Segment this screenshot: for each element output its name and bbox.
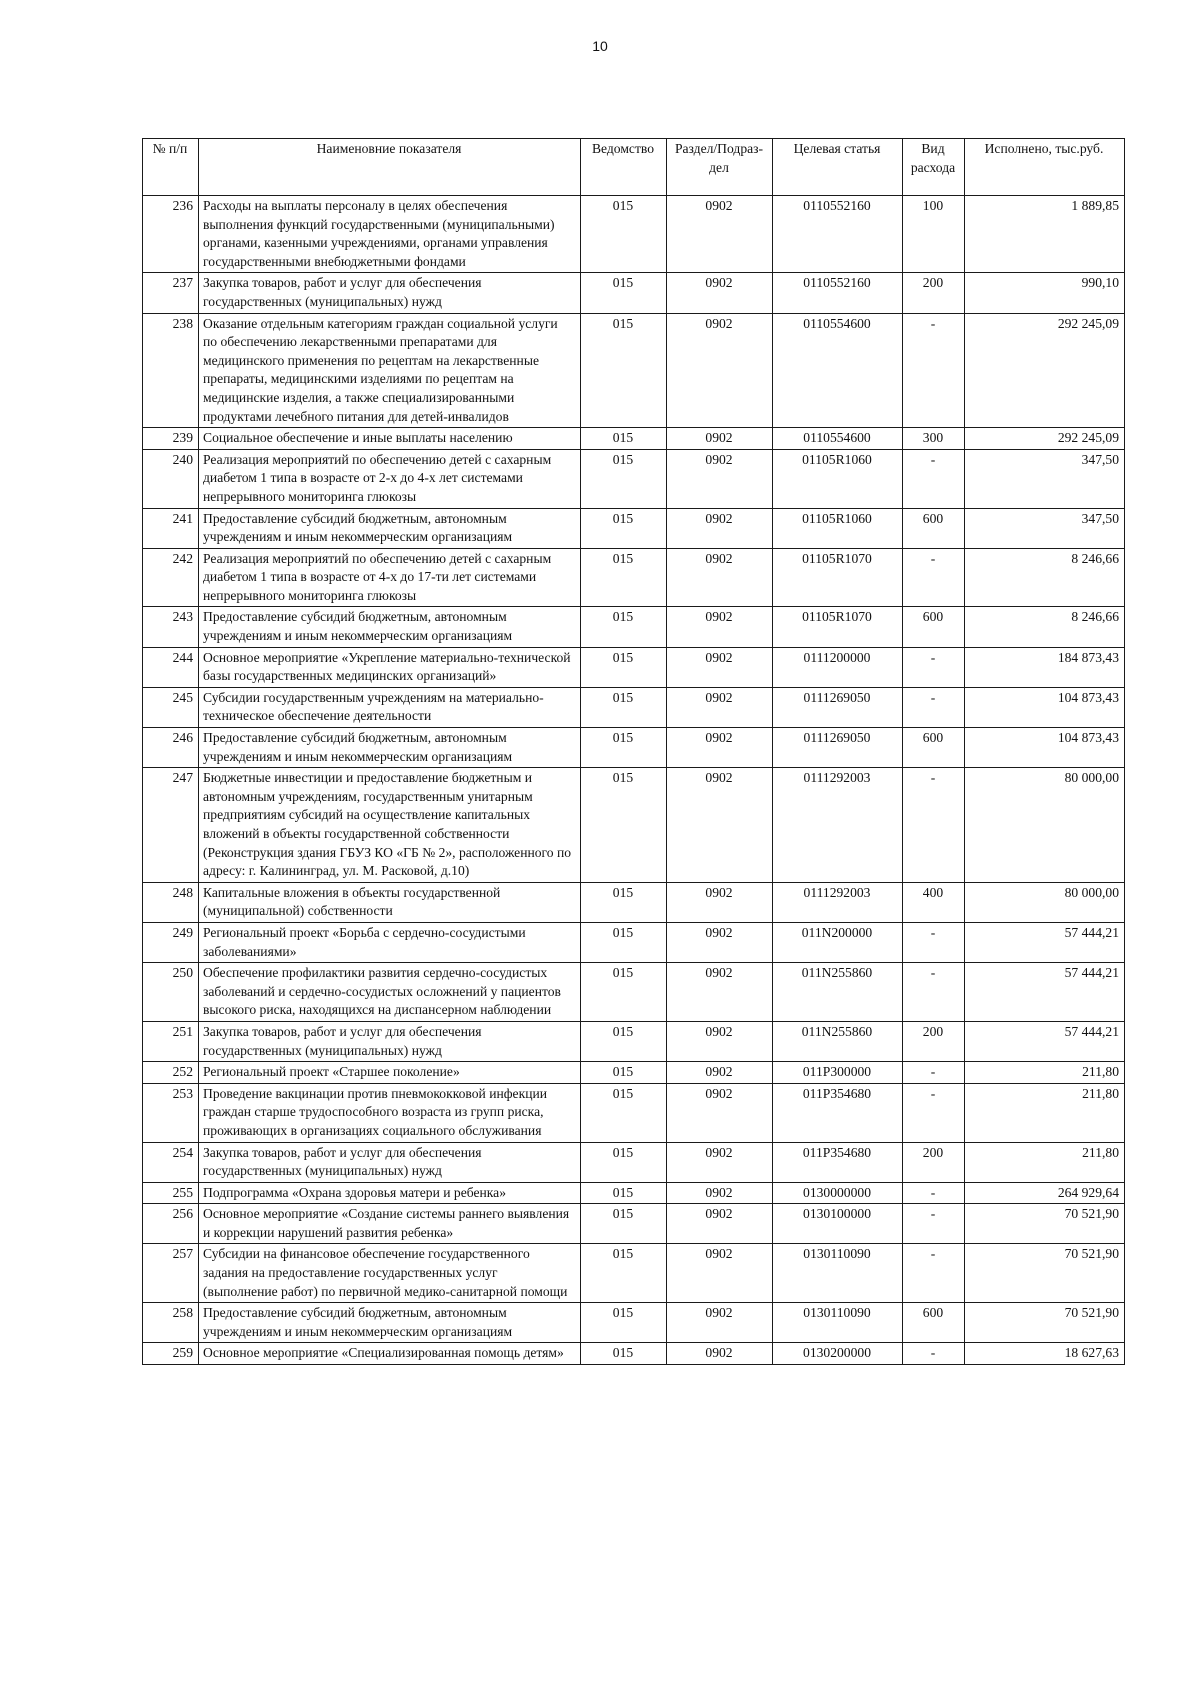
cell-num: 254 — [143, 1142, 199, 1182]
cell-num: 237 — [143, 273, 199, 313]
cell-target-item: 0110552160 — [773, 196, 903, 273]
cell-num: 243 — [143, 607, 199, 647]
table-row — [143, 313, 1125, 428]
cell-amount: 292 245,09 — [965, 313, 1125, 428]
header-department: Ведомство — [581, 139, 667, 196]
cell-name: Предоставление субсидий бюджетным, автономным учреждениям и иным некоммерческим организациям — [199, 1303, 581, 1343]
cell-department: 015 — [581, 449, 667, 508]
cell-section: 0902 — [667, 273, 773, 313]
cell-num: 251 — [143, 1021, 199, 1061]
cell-num: 246 — [143, 728, 199, 768]
cell-amount: 70 521,90 — [965, 1204, 1125, 1244]
table-row — [143, 1303, 1125, 1343]
header-target-item: Целевая статья — [773, 139, 903, 196]
cell-section: 0902 — [667, 768, 773, 883]
cell-num: 259 — [143, 1343, 199, 1365]
cell-expense-type: 200 — [903, 1142, 965, 1182]
cell-section: 0902 — [667, 428, 773, 450]
cell-amount: 70 521,90 — [965, 1244, 1125, 1303]
cell-name: Предоставление субсидий бюджетным, автономным учреждениям и иным некоммерческим организациям — [199, 728, 581, 768]
table-row — [143, 196, 1125, 273]
table-row — [143, 428, 1125, 450]
table-row — [143, 963, 1125, 1022]
cell-name: Закупка товаров, работ и услуг для обеспечения государственных (муниципальных) нужд — [199, 1142, 581, 1182]
budget-execution-table — [142, 138, 1125, 1365]
cell-name: Оказание отдельным категориям граждан социальной услуги по обеспечению лекарственными препаратами для медицинского применения по рецептам на лекарственные препараты, медицинскими изделиями по рецептам на медицинские изделия, а также специализированными продуктами лечебного питания для детей-инвалидов — [199, 313, 581, 428]
cell-name: Реализация мероприятий по обеспечению детей с сахарным диабетом 1 типа в возрасте от 2-х до 4-х лет системами непрерывного мониторинга глюкозы — [199, 449, 581, 508]
header-section: Раздел/Подраз-дел — [667, 139, 773, 196]
cell-section: 0902 — [667, 548, 773, 607]
cell-target-item: 0111292003 — [773, 882, 903, 922]
cell-num: 244 — [143, 647, 199, 687]
cell-amount: 264 929,64 — [965, 1182, 1125, 1204]
cell-name: Социальное обеспечение и иные выплаты населению — [199, 428, 581, 450]
cell-department: 015 — [581, 963, 667, 1022]
cell-amount: 104 873,43 — [965, 687, 1125, 727]
cell-target-item: 0130110090 — [773, 1303, 903, 1343]
cell-target-item: 0111200000 — [773, 647, 903, 687]
cell-num: 252 — [143, 1062, 199, 1084]
cell-target-item: 011N200000 — [773, 922, 903, 962]
table-row — [143, 1062, 1125, 1084]
cell-name: Закупка товаров, работ и услуг для обеспечения государственных (муниципальных) нужд — [199, 1021, 581, 1061]
cell-name: Закупка товаров, работ и услуг для обеспечения государственных (муниципальных) нужд — [199, 273, 581, 313]
cell-department: 015 — [581, 1021, 667, 1061]
cell-name: Субсидии государственным учреждениям на материально-техническое обеспечение деятельности — [199, 687, 581, 727]
cell-num: 241 — [143, 508, 199, 548]
table-row — [143, 1204, 1125, 1244]
table-row — [143, 768, 1125, 883]
table-row — [143, 1244, 1125, 1303]
cell-name: Основное мероприятие «Специализированная помощь детям» — [199, 1343, 581, 1365]
cell-expense-type: 400 — [903, 882, 965, 922]
table-row — [143, 882, 1125, 922]
cell-section: 0902 — [667, 922, 773, 962]
cell-department: 015 — [581, 647, 667, 687]
cell-section: 0902 — [667, 1303, 773, 1343]
cell-target-item: 0111269050 — [773, 728, 903, 768]
cell-expense-type: 600 — [903, 607, 965, 647]
cell-target-item: 011P354680 — [773, 1083, 903, 1142]
cell-amount: 211,80 — [965, 1142, 1125, 1182]
cell-target-item: 0130110090 — [773, 1244, 903, 1303]
cell-target-item: 01105R1060 — [773, 449, 903, 508]
cell-section: 0902 — [667, 1083, 773, 1142]
cell-amount: 70 521,90 — [965, 1303, 1125, 1343]
page-number: 10 — [592, 38, 608, 54]
cell-target-item: 0111292003 — [773, 768, 903, 883]
cell-department: 015 — [581, 1204, 667, 1244]
cell-target-item: 0130100000 — [773, 1204, 903, 1244]
cell-target-item: 0110552160 — [773, 273, 903, 313]
cell-amount: 292 245,09 — [965, 428, 1125, 450]
cell-target-item: 01105R1070 — [773, 607, 903, 647]
cell-amount: 184 873,43 — [965, 647, 1125, 687]
cell-target-item: 0130200000 — [773, 1343, 903, 1365]
cell-num: 250 — [143, 963, 199, 1022]
cell-section: 0902 — [667, 1142, 773, 1182]
cell-department: 015 — [581, 313, 667, 428]
cell-target-item: 01105R1070 — [773, 548, 903, 607]
table-row — [143, 273, 1125, 313]
cell-target-item: 0111269050 — [773, 687, 903, 727]
header-name: Наименовние показателя — [199, 139, 581, 196]
cell-expense-type: - — [903, 313, 965, 428]
cell-target-item: 0110554600 — [773, 313, 903, 428]
cell-num: 255 — [143, 1182, 199, 1204]
cell-amount: 104 873,43 — [965, 728, 1125, 768]
cell-expense-type: - — [903, 1343, 965, 1365]
cell-num: 239 — [143, 428, 199, 450]
table-row — [143, 508, 1125, 548]
header-num: № п/п — [143, 139, 199, 196]
cell-expense-type: - — [903, 1182, 965, 1204]
cell-expense-type: - — [903, 922, 965, 962]
table-row — [143, 922, 1125, 962]
table-row — [143, 1182, 1125, 1204]
table-row — [143, 607, 1125, 647]
table-row — [143, 1083, 1125, 1142]
cell-amount: 347,50 — [965, 508, 1125, 548]
cell-name: Подпрограмма «Охрана здоровья матери и ребенка» — [199, 1182, 581, 1204]
cell-num: 245 — [143, 687, 199, 727]
cell-department: 015 — [581, 273, 667, 313]
table-row — [143, 687, 1125, 727]
cell-department: 015 — [581, 1182, 667, 1204]
cell-expense-type: - — [903, 449, 965, 508]
cell-section: 0902 — [667, 1343, 773, 1365]
cell-section: 0902 — [667, 449, 773, 508]
cell-name: Региональный проект «Борьба с сердечно-сосудистыми заболеваниями» — [199, 922, 581, 962]
table-row — [143, 728, 1125, 768]
cell-expense-type: 600 — [903, 728, 965, 768]
table-row — [143, 548, 1125, 607]
cell-section: 0902 — [667, 963, 773, 1022]
cell-name: Основное мероприятие «Создание системы раннего выявления и коррекции нарушений развития ребенка» — [199, 1204, 581, 1244]
cell-section: 0902 — [667, 1204, 773, 1244]
cell-expense-type: 200 — [903, 1021, 965, 1061]
cell-expense-type: 100 — [903, 196, 965, 273]
cell-target-item: 011N255860 — [773, 1021, 903, 1061]
cell-section: 0902 — [667, 313, 773, 428]
cell-department: 015 — [581, 1083, 667, 1142]
header-expense-type: Вид расхода — [903, 139, 965, 196]
cell-num: 256 — [143, 1204, 199, 1244]
cell-section: 0902 — [667, 1182, 773, 1204]
cell-num: 248 — [143, 882, 199, 922]
cell-section: 0902 — [667, 647, 773, 687]
table-row — [143, 449, 1125, 508]
cell-amount: 80 000,00 — [965, 768, 1125, 883]
cell-amount: 1 889,85 — [965, 196, 1125, 273]
cell-amount: 57 444,21 — [965, 963, 1125, 1022]
cell-amount: 57 444,21 — [965, 1021, 1125, 1061]
table-row — [143, 1021, 1125, 1061]
cell-amount: 211,80 — [965, 1062, 1125, 1084]
cell-num: 236 — [143, 196, 199, 273]
cell-expense-type: - — [903, 647, 965, 687]
cell-name: Капитальные вложения в объекты государственной (муниципальной) собственности — [199, 882, 581, 922]
cell-expense-type: - — [903, 1204, 965, 1244]
cell-expense-type: - — [903, 768, 965, 883]
table-header-row — [143, 139, 1125, 196]
cell-expense-type: - — [903, 687, 965, 727]
cell-expense-type: 600 — [903, 508, 965, 548]
cell-num: 247 — [143, 768, 199, 883]
cell-num: 253 — [143, 1083, 199, 1142]
header-amount: Исполнено, тыс.руб. — [965, 139, 1125, 196]
cell-expense-type: 300 — [903, 428, 965, 450]
cell-section: 0902 — [667, 687, 773, 727]
cell-department: 015 — [581, 728, 667, 768]
cell-name: Предоставление субсидий бюджетным, автономным учреждениям и иным некоммерческим организациям — [199, 508, 581, 548]
cell-department: 015 — [581, 1062, 667, 1084]
cell-name: Обеспечение профилактики развития сердечно-сосудистых заболеваний и сердечно-сосудистых осложнений у пациентов высокого риска, находящихся на диспансерном наблюдении — [199, 963, 581, 1022]
cell-target-item: 0110554600 — [773, 428, 903, 450]
cell-name: Бюджетные инвестиции и предоставление бюджетным и автономным учреждениям, государственным унитарным предприятиям субсидий на осуществление капитальных вложений в объекты государственной собственности (Реконструкция здания ГБУЗ КО «ГБ № 2», расположенного по адресу: г. Калининград, ул. М. Расковой, д.10) — [199, 768, 581, 883]
table-row — [143, 1343, 1125, 1365]
cell-num: 249 — [143, 922, 199, 962]
cell-section: 0902 — [667, 1244, 773, 1303]
cell-department: 015 — [581, 687, 667, 727]
cell-section: 0902 — [667, 1062, 773, 1084]
cell-target-item: 0130000000 — [773, 1182, 903, 1204]
cell-section: 0902 — [667, 882, 773, 922]
cell-department: 015 — [581, 922, 667, 962]
cell-amount: 347,50 — [965, 449, 1125, 508]
cell-section: 0902 — [667, 508, 773, 548]
cell-department: 015 — [581, 1303, 667, 1343]
cell-num: 258 — [143, 1303, 199, 1343]
cell-section: 0902 — [667, 607, 773, 647]
cell-name: Региональный проект «Старшее поколение» — [199, 1062, 581, 1084]
cell-expense-type: - — [903, 1062, 965, 1084]
cell-expense-type: - — [903, 1244, 965, 1303]
cell-section: 0902 — [667, 196, 773, 273]
cell-name: Реализация мероприятий по обеспечению детей с сахарным диабетом 1 типа в возрасте от 4-х до 17-ти лет системами непрерывного мониторинга глюкозы — [199, 548, 581, 607]
cell-name: Предоставление субсидий бюджетным, автономным учреждениям и иным некоммерческим организациям — [199, 607, 581, 647]
cell-expense-type: 600 — [903, 1303, 965, 1343]
cell-amount: 8 246,66 — [965, 548, 1125, 607]
cell-num: 257 — [143, 1244, 199, 1303]
cell-expense-type: - — [903, 1083, 965, 1142]
cell-target-item: 011P354680 — [773, 1142, 903, 1182]
cell-num: 242 — [143, 548, 199, 607]
cell-expense-type: - — [903, 963, 965, 1022]
cell-amount: 8 246,66 — [965, 607, 1125, 647]
cell-section: 0902 — [667, 1021, 773, 1061]
cell-name: Расходы на выплаты персоналу в целях обеспечения выполнения функций государственными (муниципальными) органами, казенными учреждениями, органами управления государственными внебюджетными фондами — [199, 196, 581, 273]
cell-amount: 57 444,21 — [965, 922, 1125, 962]
cell-target-item: 011N255860 — [773, 963, 903, 1022]
cell-target-item: 01105R1060 — [773, 508, 903, 548]
cell-department: 015 — [581, 1244, 667, 1303]
cell-department: 015 — [581, 508, 667, 548]
cell-department: 015 — [581, 882, 667, 922]
cell-amount: 211,80 — [965, 1083, 1125, 1142]
table-row — [143, 647, 1125, 687]
cell-department: 015 — [581, 548, 667, 607]
cell-department: 015 — [581, 196, 667, 273]
cell-num: 240 — [143, 449, 199, 508]
cell-department: 015 — [581, 768, 667, 883]
cell-expense-type: 200 — [903, 273, 965, 313]
cell-num: 238 — [143, 313, 199, 428]
cell-target-item: 011P300000 — [773, 1062, 903, 1084]
cell-name: Субсидии на финансовое обеспечение государственного задания на предоставление государственных услуг (выполнение работ) по первичной медико-санитарной помощи — [199, 1244, 581, 1303]
cell-name: Проведение вакцинации против пневмококковой инфекции граждан старше трудоспособного возраста из групп риска, проживающих в организациях социального обслуживания — [199, 1083, 581, 1142]
cell-department: 015 — [581, 1343, 667, 1365]
cell-department: 015 — [581, 607, 667, 647]
cell-expense-type: - — [903, 548, 965, 607]
cell-amount: 18 627,63 — [965, 1343, 1125, 1365]
cell-department: 015 — [581, 428, 667, 450]
cell-name: Основное мероприятие «Укрепление материально-технической базы государственных медицинских организаций» — [199, 647, 581, 687]
table-row — [143, 1142, 1125, 1182]
cell-amount: 990,10 — [965, 273, 1125, 313]
cell-amount: 80 000,00 — [965, 882, 1125, 922]
cell-department: 015 — [581, 1142, 667, 1182]
cell-section: 0902 — [667, 728, 773, 768]
